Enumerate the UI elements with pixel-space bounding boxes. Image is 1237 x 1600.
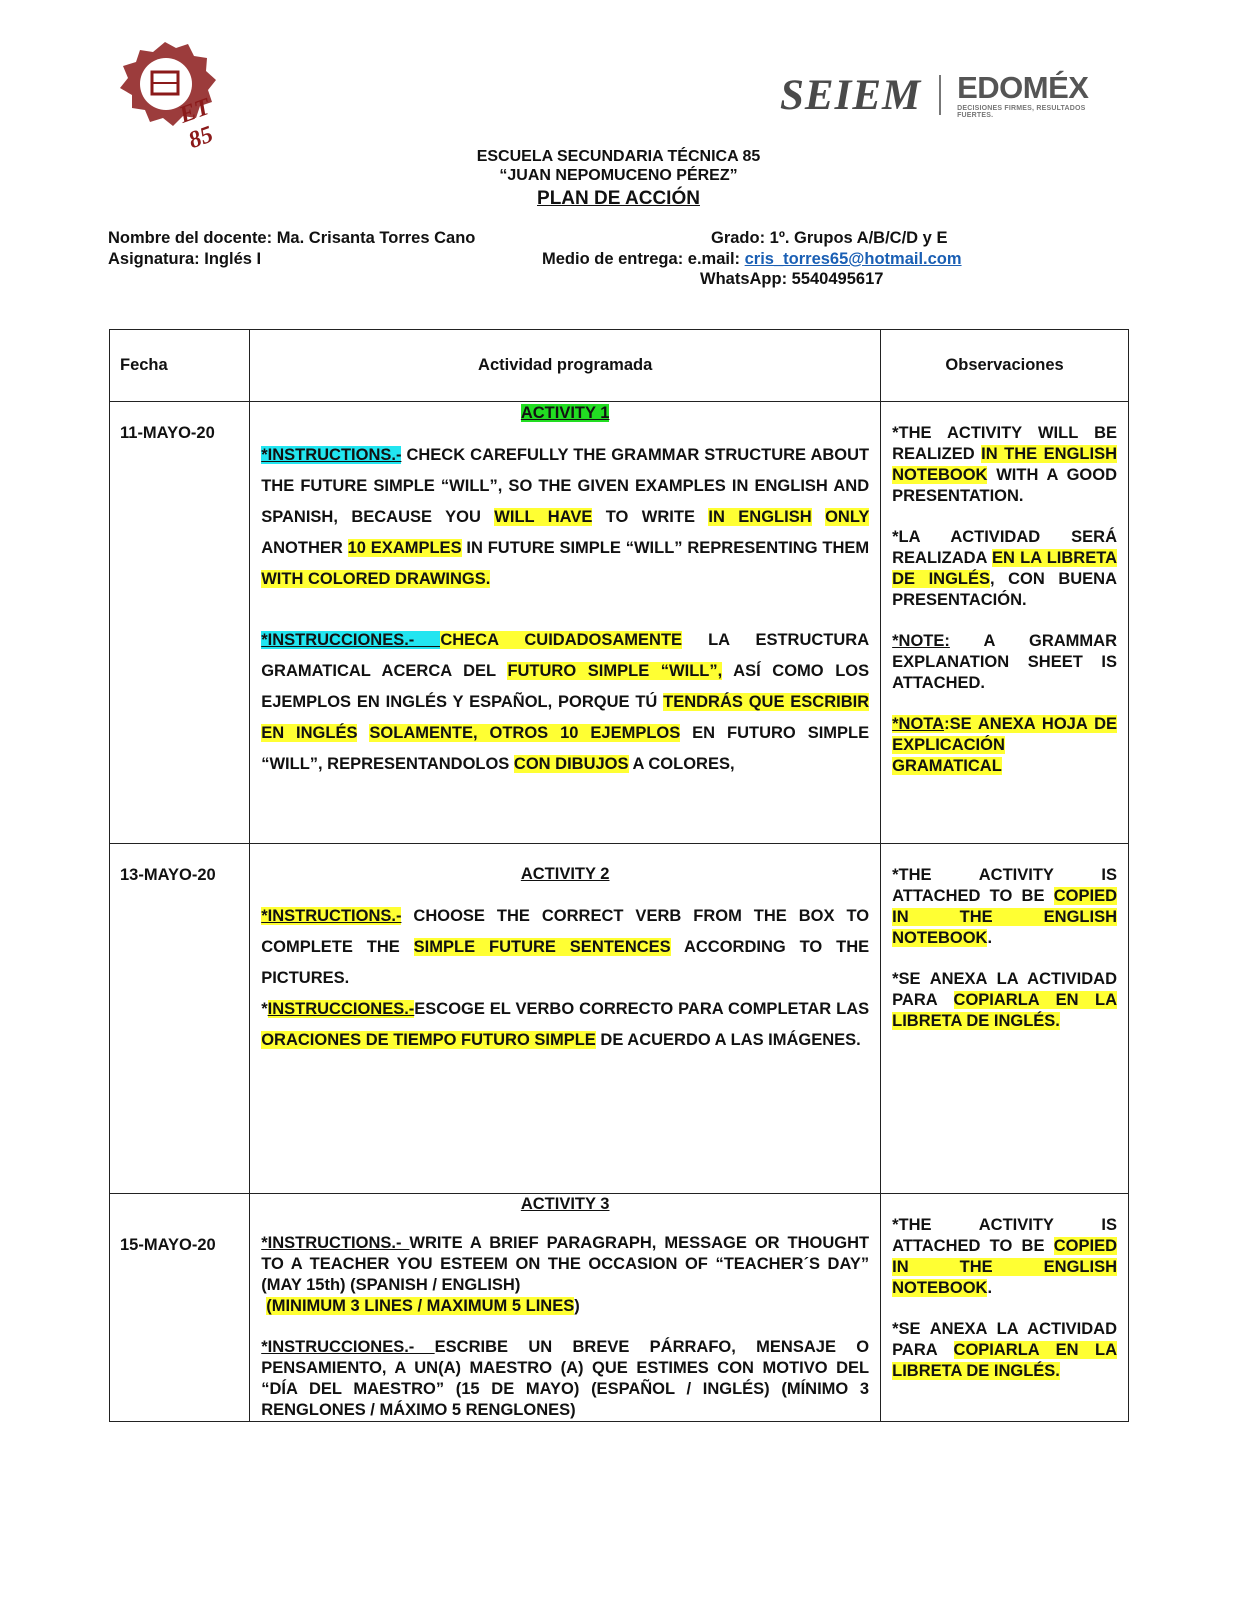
- school-name: ESCUELA SECUNDARIA TÉCNICA 85: [476, 148, 761, 165]
- observation: *THE ACTIVITY WILL BE REALIZED IN THE ENGLISH NOTEBOOK WITH A GOOD PRESENTATION.: [892, 424, 1117, 505]
- edomex-slogan: DECISIONES FIRMES, RESULTADOS FUERTES.: [957, 104, 1086, 119]
- header-date: Fecha: [110, 330, 250, 402]
- activity-cell: [250, 1194, 881, 1422]
- school-logo: [108, 38, 223, 155]
- observation: *THE ACTIVITY IS ATTACHED TO BE COPIED IN THE ENGLISH NOTEBOOK.: [892, 866, 1117, 947]
- delivery-label: Medio de entrega: e.mail:: [542, 250, 745, 268]
- seiem-edomex-logo: [780, 70, 1110, 120]
- subject: Asignatura: Inglés I: [108, 250, 262, 268]
- activity-title: ACTIVITY 2: [520, 865, 610, 883]
- activity-title: ACTIVITY 3: [520, 1195, 610, 1213]
- activity-title: ACTIVITY 1: [520, 404, 610, 422]
- action-plan-table: [109, 329, 1129, 1422]
- header-observations: Observaciones: [881, 330, 1129, 402]
- observations-cell: [881, 1194, 1129, 1422]
- delivery-method: [542, 250, 962, 269]
- observations-cell: [881, 844, 1129, 1194]
- observation: *NOTA:SE ANEXA HOJA DE EXPLICACIÓN GRAMATICAL: [892, 715, 1117, 775]
- teacher-name: Nombre del docente: Ma. Crisanta Torres Cano: [108, 229, 476, 247]
- whatsapp: WhatsApp: 5540495617: [700, 270, 884, 288]
- table-row: [110, 402, 1129, 844]
- observation: *LA ACTIVIDAD SERÁ REALIZADA EN LA LIBRETA DE INGLÉS, CON BUENA PRESENTACIÓN.: [892, 528, 1117, 609]
- header-activity: Actividad programada: [250, 330, 881, 402]
- row-date: 15-MAYO-20: [110, 1194, 250, 1422]
- instructions-es: *INSTRUCCIONES.- ESCRIBE UN BREVE PÁRRAFO, MENSAJE O PENSAMIENTO, A UN(A) MAESTRO (A) QUE ESTIMES CON MOTIVO DEL “DÍA DEL MAESTRO” (15 DE MAYO) (ESPAÑOL / INGLÉS) (MÍNIMO 3 RENGLONES / MÁXIMO 5 RENGLONES): [261, 1338, 870, 1419]
- instructions-es: *INSTRUCCIONES.-ESCOGE EL VERBO CORRECTO PARA COMPLETAR LAS ORACIONES DE TIEMPO FUTURO SIMPLE DE ACUERDO A LAS IMÁGENES.: [261, 1000, 870, 1049]
- activity-cell: [250, 402, 881, 844]
- row-date: 13-MAYO-20: [110, 844, 250, 1194]
- table-header-row: [110, 330, 1129, 402]
- edomex-name: EDOMÉX: [957, 69, 1089, 105]
- logo-text: ET 85: [175, 93, 217, 155]
- instructions-en: *INSTRUCTIONS.- WRITE A BRIEF PARAGRAPH, MESSAGE OR THOUGHT TO A TEACHER YOU ESTEEM ON THE OCCASION OF “TEACHER´S DAY” (MAY 15th) (SPANISH / ENGLISH): [261, 1234, 870, 1294]
- grade-groups: Grado: 1º. Grupos A/B/C/D y E: [711, 229, 948, 247]
- activity-cell: [250, 844, 881, 1194]
- observation: *NOTE: A GRAMMAR EXPLANATION SHEET IS ATTACHED.: [892, 632, 1117, 692]
- observation: *SE ANEXA LA ACTIVIDAD PARA COPIARLA EN LA LIBRETA DE INGLÉS.: [892, 1320, 1118, 1380]
- edomex-logo: [957, 69, 1110, 119]
- school-subtitle: “JUAN NEPOMUCENO PÉREZ”: [499, 167, 738, 184]
- observation: *SE ANEXA LA ACTIVIDAD PARA COPIARLA EN LA LIBRETA DE INGLÉS.: [892, 970, 1118, 1030]
- instructions-en: *INSTRUCTIONS.- CHECK CAREFULLY THE GRAMMAR STRUCTURE ABOUT THE FUTURE SIMPLE “WILL”, SO THE GIVEN EXAMPLES IN ENGLISH AND SPANISH, BECAUSE YOU WILL HAVE TO WRITE IN ENGLISH ONLY ANOTHER 10 EXAMPLES IN FUTURE SIMPLE “WILL” REPRESENTING THEM WITH COLORED DRAWINGS.: [261, 446, 870, 588]
- logo-divider: [939, 75, 941, 115]
- table-row: [110, 844, 1129, 1194]
- observations-cell: [881, 402, 1129, 844]
- instructions-es: *INSTRUCCIONES.- CHECA CUIDADOSAMENTE LA ESTRUCTURA GRAMATICAL ACERCA DEL FUTURO SIMPLE “WILL”, ASÍ COMO LOS EJEMPLOS EN INGLÉS Y ESPAÑOL, PORQUE TÚ TENDRÁS QUE ESCRIBIR EN INGLÉS SOLAMENTE, OTROS 10 EJEMPLOS EN FUTURO SIMPLE “WILL”, REPRESENTANDOLOS CON DIBUJOS A COLORES,: [261, 631, 870, 773]
- instructions-en-lines: (MINIMUM 3 LINES / MAXIMUM 5 LINES): [266, 1297, 580, 1315]
- seiem-logo: SEIEM: [780, 71, 922, 119]
- table-row: [110, 1194, 1129, 1422]
- instructions-en: *INSTRUCTIONS.- CHOOSE THE CORRECT VERB FROM THE BOX TO COMPLETE THE SIMPLE FUTURE SENTENCES ACCORDING TO THE PICTURES.: [261, 907, 870, 987]
- page-title: PLAN DE ACCIÓN: [537, 188, 700, 209]
- email-link[interactable]: cris_torres65@hotmail.com: [744, 250, 962, 268]
- row-date: 11-MAYO-20: [110, 402, 250, 844]
- observation: *THE ACTIVITY IS ATTACHED TO BE COPIED IN THE ENGLISH NOTEBOOK.: [892, 1216, 1117, 1297]
